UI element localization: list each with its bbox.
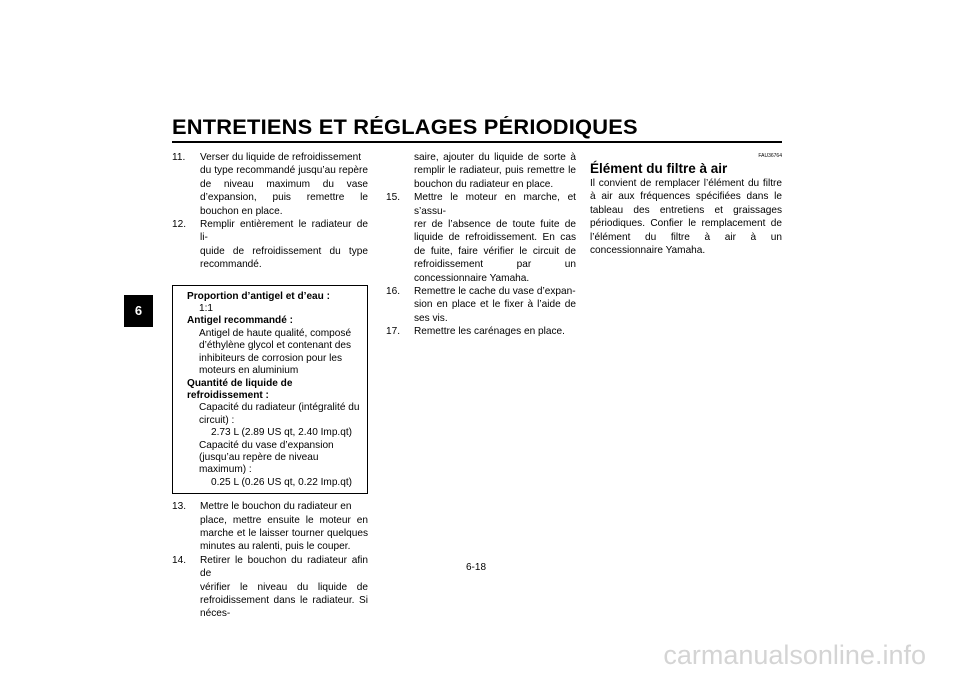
step-15: 15. Mettre le moteur en marche, et s’assu- rer de l’absence de toute fuite de liquide de refroidissement. En cas de fuite, faire vérifier le circuit de refroidissement par un concessionnaire Yamaha. (386, 192, 576, 284)
column-2 (386, 151, 576, 339)
antifreeze-value: Antigel de haute qualité, composé d’éthylène glycol et contenant des inhibiteurs de corrosion pour les moteurs en aluminium (199, 327, 352, 377)
quantity-label: Quantité de liquide de refroidissement : (187, 377, 293, 401)
ratio-label: Proportion d’antigel et d’eau : (187, 290, 330, 302)
radiator-capacity-value: 2.73 L (2.89 US qt, 2.40 Imp.qt) (211, 427, 353, 439)
reservoir-capacity-label: Capacité du vase d’expansion (jusqu’au repère de niveau maximum) : (199, 439, 334, 476)
ratio-value: 1:1 (199, 303, 214, 315)
chapter-tab: 6 (124, 295, 153, 327)
step-16: 16. Remettre le cache du vase d’expan- sion en place et le fixer à l’aide de ses vis. (386, 286, 576, 324)
column-1 (172, 151, 368, 621)
reservoir-capacity-value: 0.25 L (0.26 US qt, 0.22 Imp.qt) (211, 476, 353, 488)
step-11: 11. Verser du liquide de refroidissement du type recommandé jusqu’au repère de niveau maximum du vase d’expansion, puis remettre le bouchon en place. (172, 152, 368, 217)
step-14: 14. Retirer le bouchon du radiateur afin de vérifier le niveau du liquide de refroidissement dans le radiateur. Si néces- (172, 554, 368, 620)
column-3 (590, 151, 782, 257)
step-14-continuation: saire, ajouter du liquide de sorte à remplir le radiateur, puis remettre le bouchon du radiateur en place. (414, 152, 576, 190)
radiator-capacity-label: Capacité du radiateur (intégralité du circuit) : (199, 402, 360, 426)
step-13: 13. Mettre le bouchon du radiateur en place, mettre ensuite le moteur en marche et le laisser tourner quelques minutes au ralenti, puis le couper. (172, 501, 368, 553)
reference-code: FAU36764 (758, 153, 782, 159)
page-number: 6-18 (466, 562, 487, 573)
step-17: 17. Remettre les carénages en place. (386, 326, 565, 338)
header-divider (172, 141, 782, 143)
step-12: 12. Remplir entièrement le radiateur de li- quide de refroidissement du type recommandé. (172, 219, 368, 271)
antifreeze-label: Antigel recommandé : (187, 315, 294, 327)
page-header-title: ENTRETIENS ET RÉGLAGES PÉRIODIQUES (172, 116, 638, 139)
section-title: Élément du filtre à air (590, 161, 728, 176)
section-paragraph: Il convient de remplacer l’élément du filtre à air aux fréquences spécifiées dans le tableau des entretiens et graissages périodiques. Confier le remplacement de l’élément du filtre à air à un concessionnaire Yamaha. (590, 178, 782, 257)
coolant-spec-box (172, 285, 368, 495)
watermark: carmanualsonline.info (663, 640, 926, 670)
